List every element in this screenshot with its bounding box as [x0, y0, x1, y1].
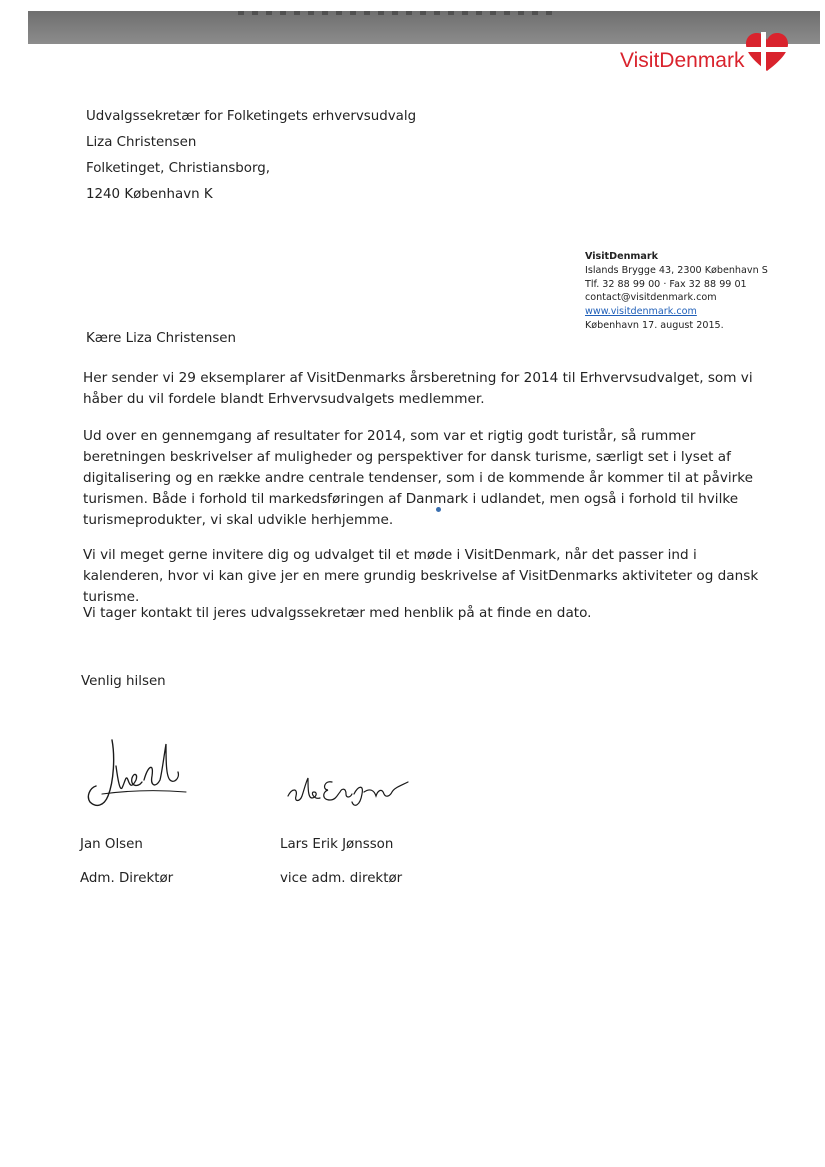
recipient-line: Liza Christensen	[86, 135, 197, 150]
closing: Venlig hilsen	[81, 674, 166, 689]
recipient-line: Udvalgssekretær for Folketingets erhvervsudvalg	[86, 109, 417, 124]
body-paragraph: Ud over en gennemgang af resultater for 2014, som var et rigtig godt turistår, så rummer beretningen beskrivelser af muligheder og perspektiver for dansk turisme, særligt set i lyset af digitalisering og en række andre centrale tendenser, som i de kommende år kommer til at påvirke turismen. Både i forhold til markedsføringen af Danmark i udlandet, men også i forhold til hvilke turismeprodukter, vi skal udvikle herhjemme.	[83, 428, 754, 528]
sender-address: Islands Brygge 43, 2300 København S	[585, 264, 768, 276]
scan-speck	[436, 507, 441, 512]
sender-email: contact@visitdenmark.com	[585, 292, 717, 304]
body-paragraph: Vi tager kontakt til jeres udvalgssekretær med henblik på at finde en dato.	[83, 605, 592, 621]
recipient-line: Folketinget, Christiansborg,	[86, 161, 271, 176]
sender-phone: Tlf. 32 88 99 00 · Fax 32 88 99 01	[585, 278, 747, 290]
visitdenmark-logo	[620, 31, 800, 75]
sender-block	[585, 250, 768, 333]
sender-name: VisitDenmark	[585, 251, 659, 262]
heart-flag-icon	[744, 31, 790, 73]
signer-block	[80, 828, 173, 896]
signer-title: vice adm. direktør	[280, 871, 403, 886]
logo-text: VisitDenmark	[620, 49, 745, 72]
scan-artifact	[238, 11, 558, 15]
signature-lars-erik-jonsson	[284, 770, 414, 810]
body-paragraph: Her sender vi 29 eksemplarer af VisitDenmarks årsberetning for 2014 til Erhvervsudvalget, som vi håber du vil fordele blandt Erhvervsudvalgets medlemmer.	[83, 370, 753, 407]
sender-website-link[interactable]: www.visitdenmark.com	[585, 306, 697, 318]
recipient-address	[86, 104, 416, 208]
signer-title: Adm. Direktør	[80, 871, 174, 886]
salutation: Kære Liza Christensen	[86, 331, 237, 346]
body-paragraph: Vi vil meget gerne invitere dig og udvalget til et møde i VisitDenmark, når det passer ind i kalenderen, hvor vi kan give jer en mere grundig beskrivelse af VisitDenmarks aktiviteter og dansk turisme.	[83, 547, 759, 605]
signer-block	[280, 828, 402, 896]
signer-name: Lars Erik Jønsson	[280, 837, 394, 852]
recipient-line: 1240 København K	[86, 187, 213, 202]
signer-name: Jan Olsen	[80, 837, 143, 852]
signature-jan-olsen	[82, 736, 192, 816]
letter-date: København 17. august 2015.	[585, 319, 724, 331]
